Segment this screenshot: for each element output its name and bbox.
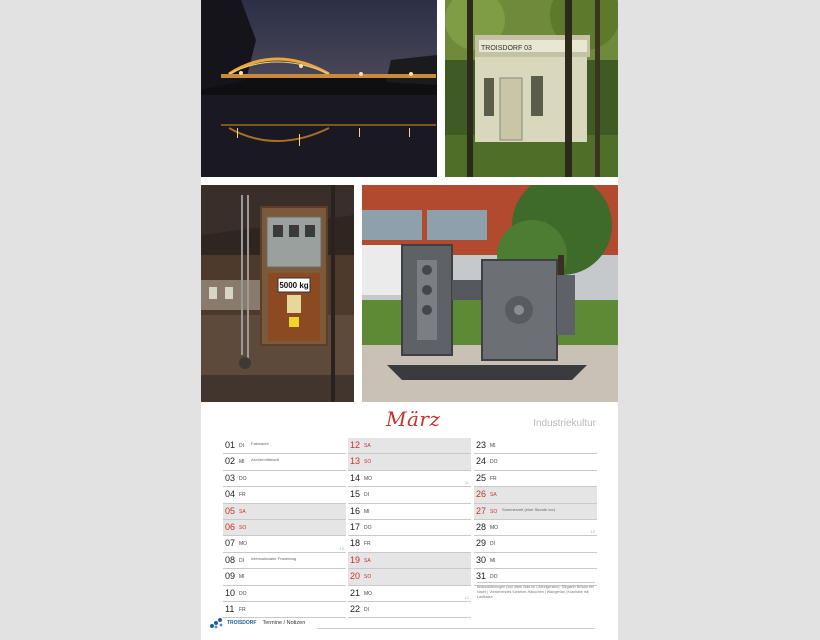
- week-number: 11: [464, 480, 469, 486]
- day-column-1: [223, 438, 346, 618]
- day-number: 16: [350, 505, 361, 516]
- weekday: DI: [239, 557, 244, 564]
- weekday: SO: [239, 524, 247, 531]
- photo-bridge-night: [201, 0, 437, 177]
- weekday: FR: [490, 475, 497, 482]
- weekday: MI: [364, 508, 370, 515]
- notes-line: [317, 628, 595, 629]
- day-row: [474, 438, 597, 454]
- day-row: [474, 520, 597, 536]
- day-row: [223, 454, 346, 470]
- day-number: 08: [225, 554, 236, 565]
- day-row: [348, 520, 471, 536]
- week-number: 12: [464, 594, 469, 600]
- day-number: 09: [225, 571, 236, 582]
- weekday: DO: [364, 524, 372, 531]
- day-number: 13: [350, 456, 361, 467]
- calendar-page: [201, 0, 618, 640]
- weekday: MI: [490, 443, 496, 449]
- day-number: 20: [350, 571, 361, 582]
- weekday: FR: [239, 606, 246, 613]
- photo-rolling-mill: [362, 185, 618, 402]
- footer: [209, 617, 305, 629]
- day-number: 04: [225, 489, 236, 500]
- weekday: MI: [490, 557, 496, 564]
- day-number: 17: [350, 521, 361, 532]
- day-number: 21: [350, 587, 361, 598]
- day-number: 27: [476, 505, 487, 516]
- weekday: MO: [364, 590, 373, 597]
- day-row: [348, 504, 471, 520]
- day-number: 22: [350, 603, 361, 614]
- day-row: [223, 586, 346, 602]
- day-number: 18: [350, 538, 361, 549]
- day-row: [223, 438, 346, 454]
- weekday: SO: [364, 459, 372, 466]
- weekday: MO: [239, 541, 248, 548]
- weekday: DO: [490, 574, 498, 581]
- weekday: SA: [364, 443, 371, 449]
- troisdorf-logo-icon: [209, 617, 225, 629]
- day-number: 03: [225, 472, 236, 483]
- weekday: SO: [490, 508, 498, 515]
- photo-forest-house: [445, 0, 618, 177]
- day-number: 02: [225, 456, 236, 467]
- day-row: [348, 454, 471, 470]
- day-row: [348, 438, 471, 454]
- notes-label: Termine / Notizen: [262, 620, 306, 626]
- day-row: [474, 487, 597, 503]
- day-number: 07: [225, 538, 236, 549]
- series-title: Industriekultur: [533, 418, 596, 429]
- crane-load-sign: 5000 kg: [279, 281, 309, 290]
- day-number: 14: [350, 472, 361, 483]
- day-row: [348, 602, 471, 618]
- weekday: MI: [239, 459, 245, 466]
- day-row: [348, 536, 471, 552]
- day-number: 30: [476, 554, 487, 565]
- day-row: [223, 471, 346, 487]
- weekday: FR: [239, 492, 246, 499]
- day-row: [223, 536, 346, 552]
- weekday: MO: [490, 524, 499, 531]
- week-number: 10: [339, 545, 344, 551]
- day-note: Sommerzeit (eine Stunde vor): [502, 506, 556, 512]
- day-number: 19: [350, 554, 361, 565]
- day-number: 15: [350, 489, 361, 500]
- weekday: DO: [490, 459, 498, 466]
- day-column-3: [474, 438, 597, 586]
- day-row: [223, 504, 346, 520]
- day-number: 05: [225, 505, 236, 516]
- day-number: 28: [476, 521, 487, 532]
- day-row: [474, 536, 597, 552]
- day-row: [348, 553, 471, 569]
- photo-credits: Bilderläuterungen (von oben links im Uhrzeigersinn): Sieglarer Brücke bei Nacht | Vorstehendes Schieber-Häuschen | Walzgerüst | Kranhalle mit Laufkatze: [477, 582, 595, 601]
- day-number: 29: [476, 538, 487, 549]
- weekday: SA: [239, 508, 246, 515]
- day-number: 01: [225, 440, 236, 450]
- day-row: [223, 553, 346, 569]
- weekday: DI: [490, 541, 495, 548]
- day-number: 10: [225, 587, 236, 598]
- day-row: [348, 487, 471, 503]
- weekday: SA: [364, 557, 371, 564]
- day-row: [348, 586, 471, 602]
- day-row: [474, 454, 597, 470]
- day-number: 24: [476, 456, 487, 467]
- day-number: 25: [476, 472, 487, 483]
- day-number: 23: [476, 440, 487, 450]
- weekday: DO: [239, 590, 247, 597]
- day-row: [223, 602, 346, 618]
- logo-text: TROISDORF: [227, 620, 257, 626]
- month-title: März: [386, 407, 441, 431]
- day-row: [223, 487, 346, 503]
- day-number: 31: [476, 571, 487, 582]
- weekday: DI: [364, 492, 369, 499]
- day-number: 26: [476, 489, 487, 500]
- photo-crane-hall: [201, 185, 354, 402]
- day-row: [474, 504, 597, 520]
- svg-text:TROISDORF 03: TROISDORF 03: [481, 45, 532, 52]
- weekday: SA: [490, 492, 497, 499]
- weekday: MO: [364, 475, 373, 482]
- weekday: DI: [239, 443, 244, 449]
- day-note: Fastnacht: [251, 441, 269, 446]
- weekday: DO: [239, 475, 247, 482]
- day-number: 06: [225, 521, 236, 532]
- day-note: Aschermittwoch: [251, 457, 280, 463]
- day-note: Internationaler Frauentag: [251, 555, 296, 561]
- day-column-2: [348, 438, 471, 618]
- week-number: 13: [590, 529, 595, 535]
- weekday: FR: [364, 541, 371, 548]
- day-row: [474, 471, 597, 487]
- day-row: [348, 569, 471, 585]
- day-number: 12: [350, 440, 361, 450]
- day-row: [474, 553, 597, 569]
- weekday: DI: [364, 606, 369, 613]
- day-row: [348, 471, 471, 487]
- day-row: [223, 569, 346, 585]
- weekday: MI: [239, 574, 245, 581]
- weekday: SO: [364, 574, 372, 581]
- day-row: [223, 520, 346, 536]
- day-number: 11: [225, 603, 235, 614]
